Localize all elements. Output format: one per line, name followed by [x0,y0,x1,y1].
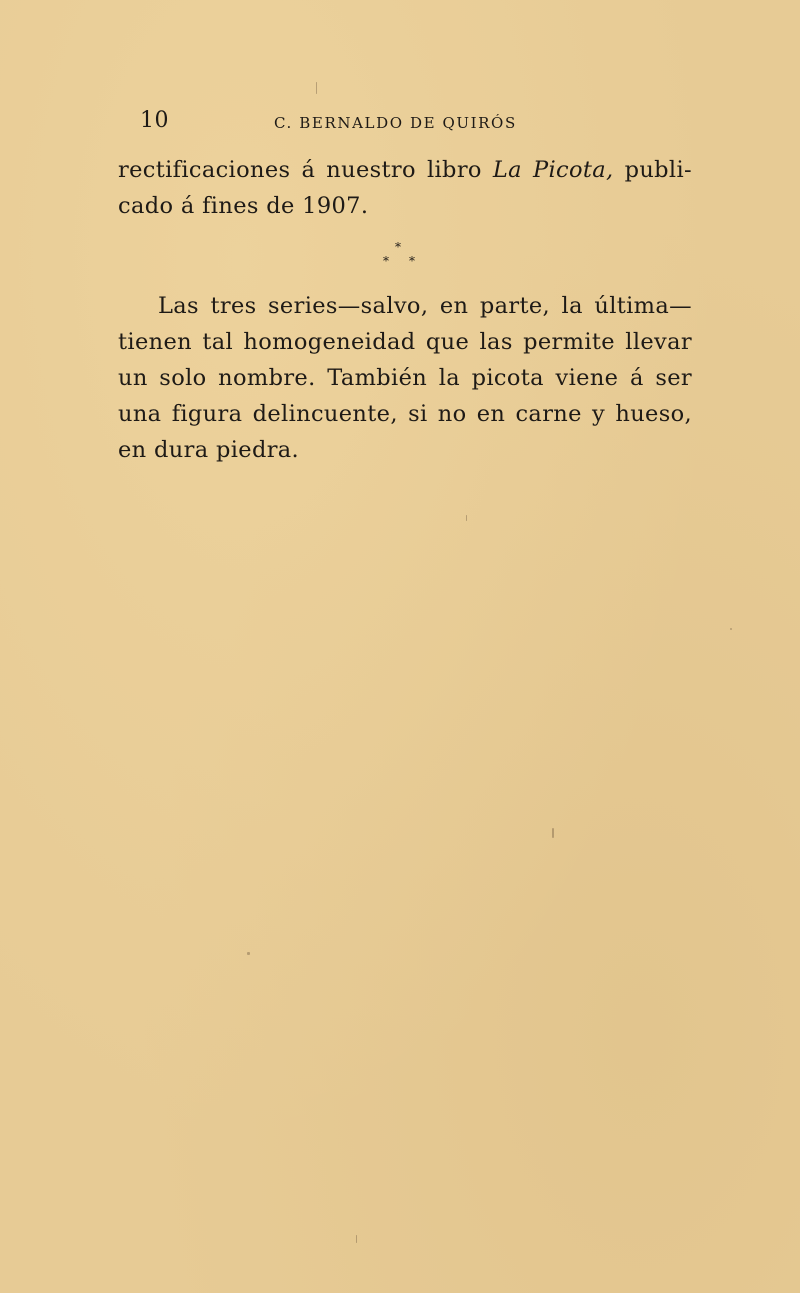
paragraph-2-line-2: tienen tal homogeneidad que las permite llevar [118,329,692,355]
running-head: C. BERNALDO DE QUIRÓS [274,114,517,132]
paragraph-1 [118,152,692,224]
asterism-star-left: * [383,254,389,268]
book-title-italic: La Picota, [492,157,614,183]
paragraph-1-line-1-end: publi- [613,157,692,183]
paper-speck [552,828,554,838]
paper-speck [356,1235,357,1243]
paper-speck [316,82,317,94]
paragraph-1-line-1 [118,152,692,188]
paragraph-1-line-2: cado á fines de 1907. [118,193,369,219]
paragraph-2-line-5: en dura piedra. [118,437,300,463]
paragraph-2-line-3: un solo nombre. También la picota viene á ser [118,365,692,391]
page-header [140,108,700,140]
page-number: 10 [140,108,169,133]
paragraph-1-line-1-start: rectificaciones á nuestro libro [118,157,493,183]
asterism-star-top: * [395,240,401,254]
paragraph-2-line-1: Las tres series—salvo, en parte, la última— [158,293,692,319]
paper-speck [730,628,732,630]
paragraph-2-line-4: una figura delincuente, si no en carne y hueso, [118,401,692,427]
paper-speck [247,952,250,955]
asterism-star-right: * [409,254,415,268]
asterism-separator [378,241,428,275]
paragraph-2 [118,288,692,468]
paper-speck [466,515,467,521]
